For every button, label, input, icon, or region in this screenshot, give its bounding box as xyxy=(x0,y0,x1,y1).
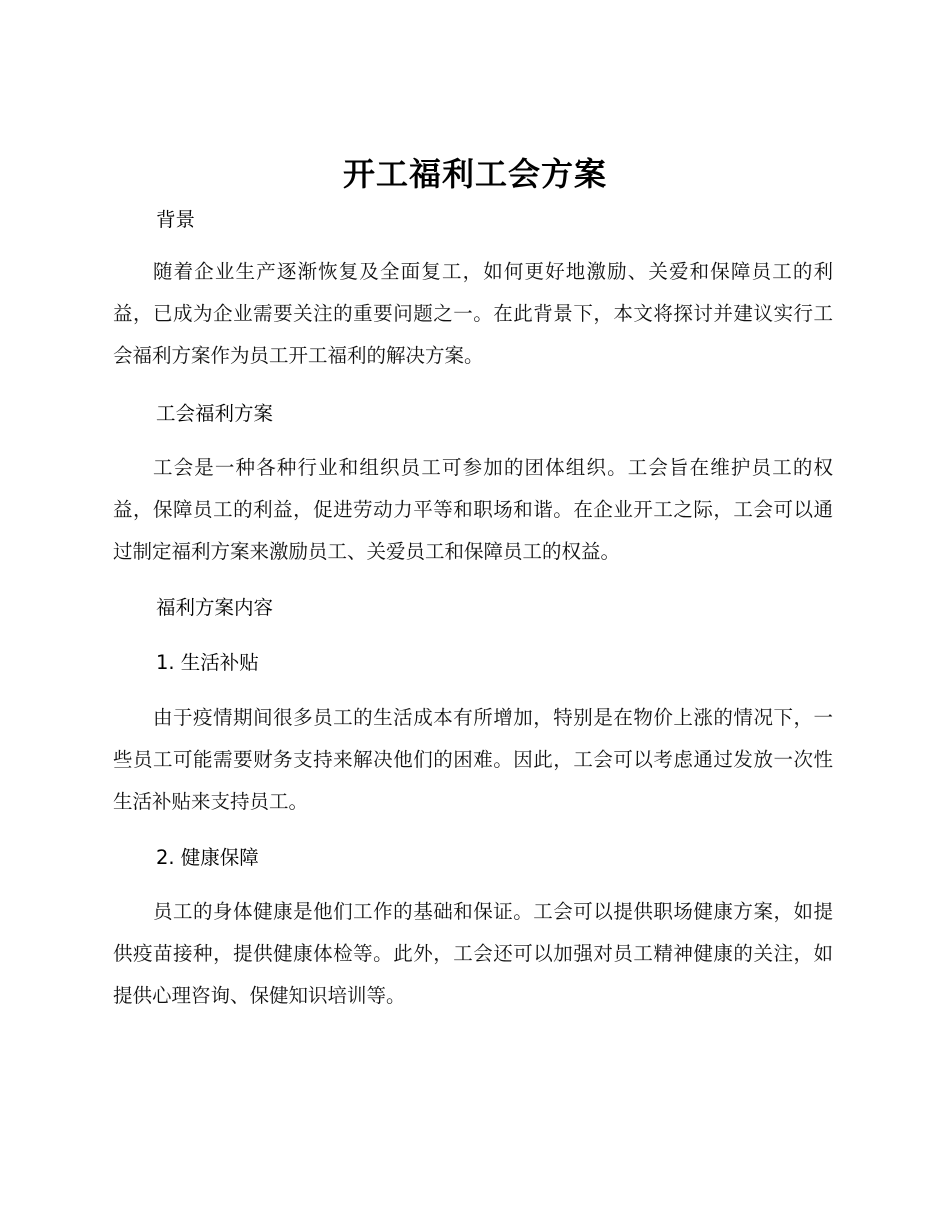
section-paragraph-union-welfare-plan: 工会是一种各种行业和组织员工可参加的团体组织。工会旨在维护员工的权益，保障员工的利益，促进劳动力平等和职场和谐。在企业开工之际，工会可以通过制定福利方案来激励员工、关爱员工和保障员工的权益。 xyxy=(113,456,833,563)
section-paragraph-background: 随着企业生产逐渐恢复及全面复工，如何更好地激励、关爱和保障员工的利益，已成为企业需要关注的重要问题之一。在此背景下，本文将探讨并建议实行工会福利方案作为员工开工福利的解决方案。 xyxy=(113,260,833,367)
document-title: 开工福利工会方案 xyxy=(342,155,607,193)
section-heading-union-welfare-plan: 工会福利方案 xyxy=(156,402,274,425)
section-paragraph-health-protection: 员工的身体健康是他们工作的基础和保证。工会可以提供职场健康方案，如提供疫苗接种，提供健康体检等。此外，工会还可以加强对员工精神健康的关注，如提供心理咨询、保健知识培训等。 xyxy=(113,900,833,1007)
section-heading-health-protection: 2. 健康保障 xyxy=(156,846,259,869)
section-heading-background: 背景 xyxy=(156,208,196,231)
section-heading-plan-contents: 福利方案内容 xyxy=(156,596,274,619)
section-paragraph-living-allowance: 由于疫情期间很多员工的生活成本有所增加，特别是在物价上涨的情况下，一些员工可能需要财务支持来解决他们的困难。因此，工会可以考虑通过发放一次性生活补贴来支持员工。 xyxy=(113,706,833,813)
section-heading-living-allowance: 1. 生活补贴 xyxy=(156,651,259,674)
